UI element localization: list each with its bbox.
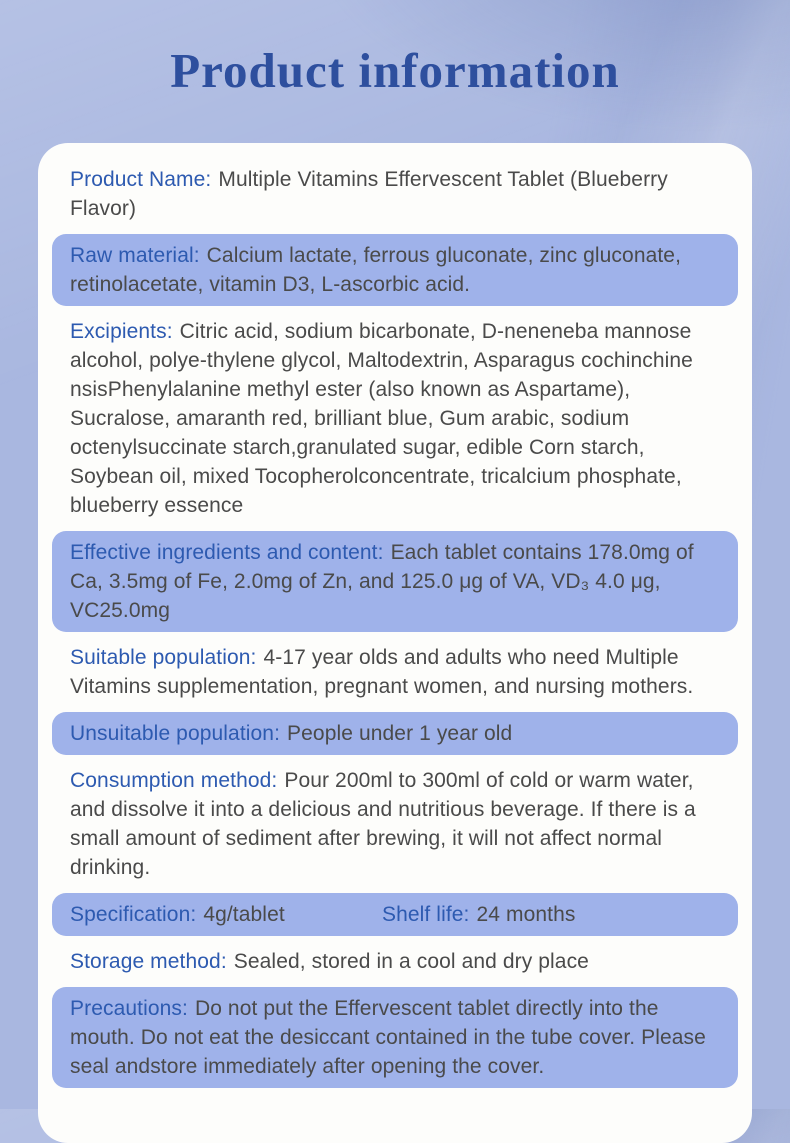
effective-ingredients-value: Each tablet contains 178.0mg of Ca, 3.5mg of Fe, 2.0mg of Zn, and 125.0 μg of VA, VD₃ 4.0 μg, VC25.0mg — [70, 541, 694, 622]
excipients-label: Excipients: — [70, 320, 173, 343]
raw-material-value: Calcium lactate, ferrous gluconate, zinc gluconate, retinolacetate, vitamin D3, L-ascorbic acid. — [70, 244, 682, 296]
effective-ingredients-label: Effective ingredients and content: — [70, 541, 384, 564]
row-storage-method — [52, 947, 738, 976]
specification-label: Specification: — [70, 903, 197, 926]
row-consumption-method — [52, 766, 738, 882]
excipients-value: Citric acid, sodium bicarbonate, D-neneneba mannose alcohol, polye-thylene glycol, Maltodextrin, Asparagus cochinchine nsisPhenylalanine methyl ester (also known as Aspartame), Sucralose, amaranth red, brilliant blue, Gum arabic, sodium octenylsuccinate starch,granulated sugar, edible Corn starch, Soybean oil, mixed Tocopherolconcentrate, tricalcium phosphate, blueberry essence — [70, 320, 693, 517]
row-specification-shelf-life — [52, 893, 738, 936]
shelf-life-pair — [382, 900, 720, 929]
suitable-population-label: Suitable population: — [70, 646, 257, 669]
suitable-population-value: 4-17 year olds and adults who need Multiple Vitamins supplementation, pregnant women, and nursing mothers. — [70, 646, 694, 698]
unsuitable-population-value: People under 1 year old — [287, 722, 513, 745]
consumption-method-value: Pour 200ml to 300ml of cold or warm water, and dissolve it into a delicious and nutritious beverage. If there is a small amount of sediment after brewing, it will not affect normal drinking. — [70, 769, 696, 879]
specification-pair — [70, 900, 382, 929]
row-precautions — [52, 987, 738, 1088]
storage-method-label: Storage method: — [70, 950, 227, 973]
consumption-method-label: Consumption method: — [70, 769, 278, 792]
product-name-value: Multiple Vitamins Effervescent Tablet (Blueberry Flavor) — [70, 168, 668, 220]
product-info-card — [38, 143, 752, 1143]
raw-material-label: Raw material: — [70, 244, 200, 267]
precautions-label: Precautions: — [70, 997, 188, 1020]
row-unsuitable-population — [52, 712, 738, 755]
precautions-value: Do not put the Effervescent tablet directly into the mouth. Do not eat the desiccant contained in the tube cover. Please seal andstore immediately after opening the cover. — [70, 997, 706, 1078]
specification-value: 4g/tablet — [203, 903, 285, 926]
shelf-life-value: 24 months — [476, 903, 576, 926]
row-raw-material — [52, 234, 738, 306]
storage-method-value: Sealed, stored in a cool and dry place — [233, 950, 589, 973]
row-effective-ingredients — [52, 531, 738, 632]
row-product-name — [52, 159, 738, 223]
shelf-life-label: Shelf life: — [382, 903, 470, 926]
unsuitable-population-label: Unsuitable population: — [70, 722, 281, 745]
row-excipients — [52, 317, 738, 520]
row-suitable-population — [52, 643, 738, 701]
page-title: Product information — [170, 43, 620, 98]
product-name-label: Product Name: — [70, 168, 212, 191]
